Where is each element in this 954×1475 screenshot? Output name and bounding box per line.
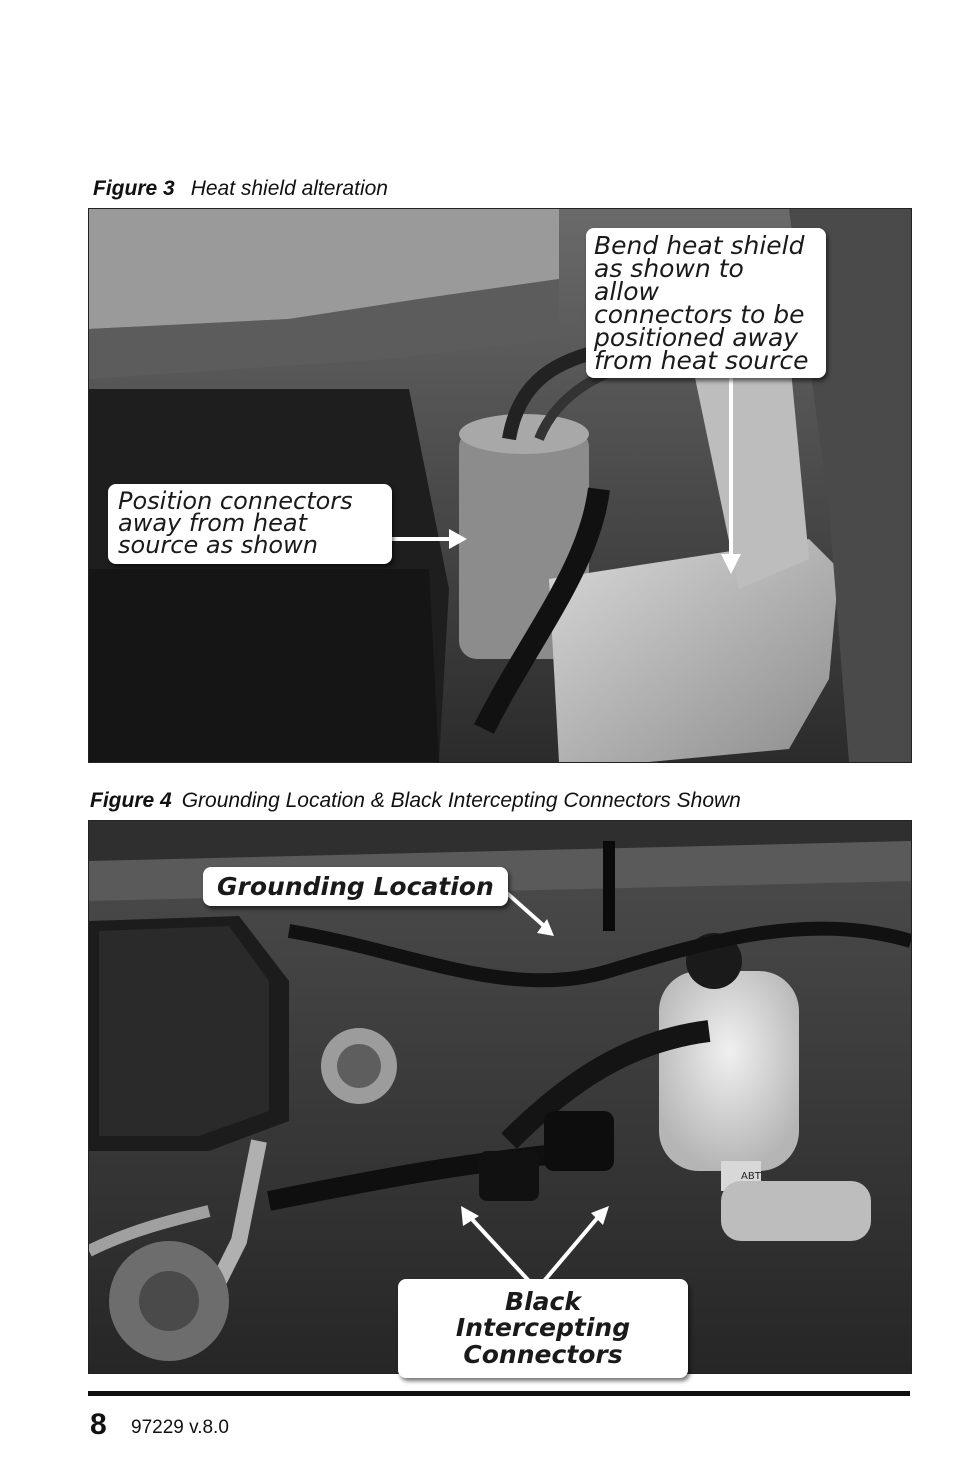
black-intercepting-connectors-callout: Black Intercepting Connectors	[398, 1279, 688, 1378]
figure-4-caption	[90, 789, 741, 813]
figure-3-caption	[93, 177, 388, 201]
figure-4-label: Figure 4	[90, 789, 172, 812]
figure-4-caption-text: Grounding Location & Black Intercepting Connectors Shown	[181, 789, 741, 812]
page-number: 8	[90, 1408, 107, 1441]
grounding-location-callout: Grounding Location	[203, 867, 508, 906]
reservoir-cap-label: ABT	[741, 1171, 761, 1182]
footer-rule	[88, 1391, 910, 1396]
position-connectors-callout: Position connectors away from heat source as shown	[108, 484, 392, 564]
bend-heat-shield-callout: Bend heat shield as shown to allow connectors to be positioned away from heat source	[586, 228, 826, 378]
figure-3-caption-text: Heat shield alteration	[190, 177, 388, 200]
document-version: 97229 v.8.0	[131, 1417, 229, 1438]
figure-3-label: Figure 3	[93, 177, 175, 200]
